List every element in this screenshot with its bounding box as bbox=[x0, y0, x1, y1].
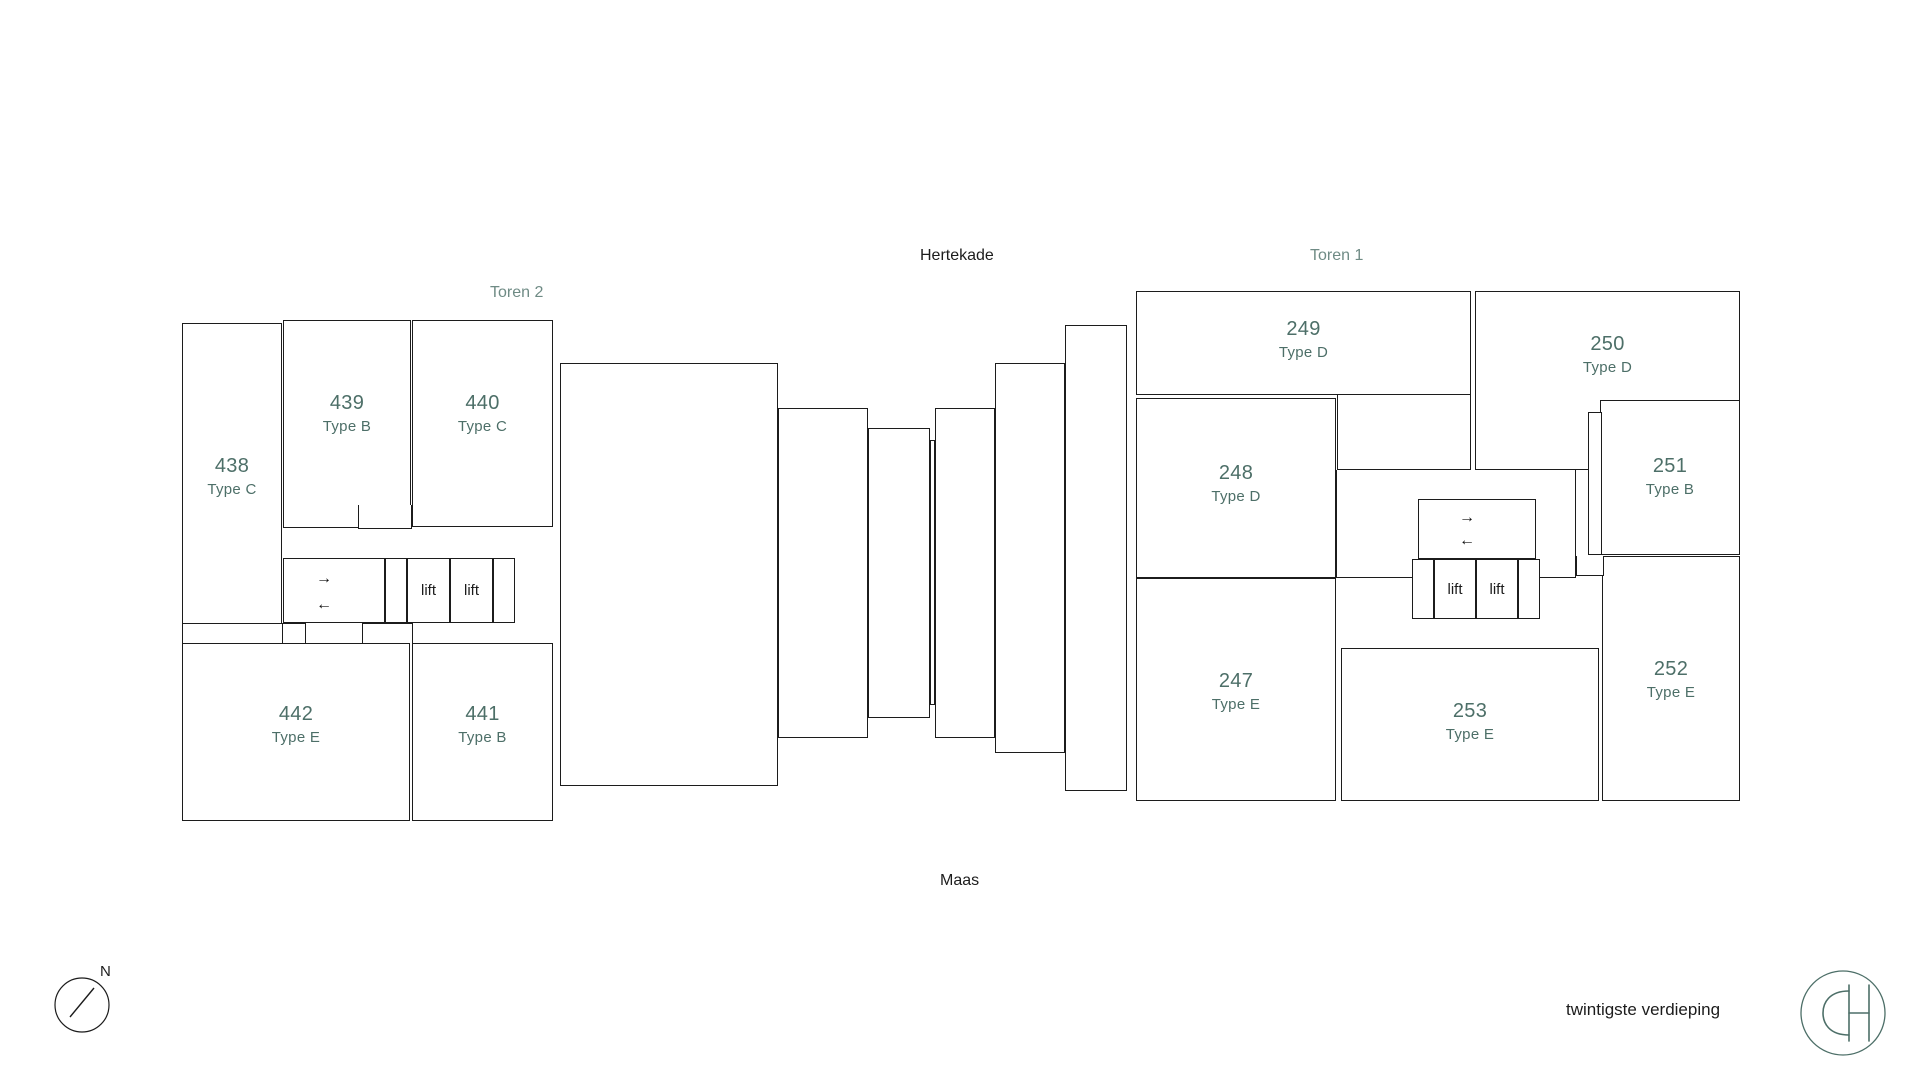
unit-252-notch bbox=[1576, 556, 1604, 576]
left-lift-shaft-right bbox=[493, 558, 515, 623]
unit-440[interactable]: 440 Type C bbox=[412, 320, 553, 527]
arrow-right-icon: → bbox=[1459, 509, 1475, 526]
central-block-5 bbox=[995, 363, 1065, 753]
unit-249[interactable]: 249 Type D bbox=[1136, 291, 1471, 395]
tower-label-toren-1: Toren 1 bbox=[1310, 247, 1364, 264]
unit-442[interactable]: 442 Type E bbox=[182, 643, 410, 821]
unit-253[interactable]: 253 Type E bbox=[1341, 648, 1599, 801]
street-label-hertekade: Hertekade bbox=[920, 247, 994, 264]
unit-249-extension bbox=[1337, 395, 1471, 470]
right-lift-b[interactable]: lift bbox=[1476, 559, 1518, 619]
unit-251-notch bbox=[1588, 412, 1602, 555]
unit-441[interactable]: 441 Type B bbox=[412, 643, 553, 821]
right-lift-a[interactable]: lift bbox=[1434, 559, 1476, 619]
arrow-left-icon: ← bbox=[316, 596, 332, 613]
arrow-left-icon: ← bbox=[1459, 532, 1475, 549]
street-label-maas: Maas bbox=[940, 872, 980, 889]
central-block-1 bbox=[560, 363, 778, 786]
unit-252[interactable]: 252 Type E bbox=[1602, 556, 1740, 801]
compass-north-label: N bbox=[100, 963, 111, 980]
brand-logo bbox=[1793, 963, 1893, 1068]
unit-439[interactable]: 439 Type B bbox=[283, 320, 411, 528]
left-lift-a[interactable]: lift bbox=[407, 558, 450, 623]
right-lift-shaft-right bbox=[1518, 559, 1540, 619]
central-block-6 bbox=[1065, 325, 1127, 791]
unit-439-notch bbox=[358, 505, 412, 529]
unit-248[interactable]: 248 Type D bbox=[1136, 398, 1336, 578]
unit-247[interactable]: 247 Type E bbox=[1136, 578, 1336, 801]
central-block-2 bbox=[778, 408, 868, 738]
left-core-connector-2 bbox=[283, 623, 306, 645]
tower-label-toren-2: Toren 2 bbox=[490, 284, 544, 301]
left-lobby-corridor bbox=[283, 558, 385, 623]
central-block-3 bbox=[868, 428, 930, 718]
unit-251[interactable]: 251 Type B bbox=[1600, 400, 1740, 555]
arrow-right-icon: → bbox=[316, 570, 332, 587]
central-block-4 bbox=[935, 408, 995, 738]
left-lift-shaft-left bbox=[385, 558, 407, 623]
left-core-connector bbox=[182, 623, 283, 645]
logo-icon bbox=[1793, 963, 1893, 1063]
unit-438[interactable]: 438 Type C bbox=[182, 323, 282, 646]
compass-rose bbox=[52, 965, 132, 1045]
unit-250[interactable]: 250 Type D bbox=[1475, 291, 1740, 470]
right-lift-shaft-left bbox=[1412, 559, 1434, 619]
floor-label: twintigste verdieping bbox=[1566, 1000, 1721, 1019]
right-lobby-corridor bbox=[1418, 499, 1536, 559]
left-lift-b[interactable]: lift bbox=[450, 558, 493, 623]
compass-icon bbox=[52, 965, 132, 1045]
